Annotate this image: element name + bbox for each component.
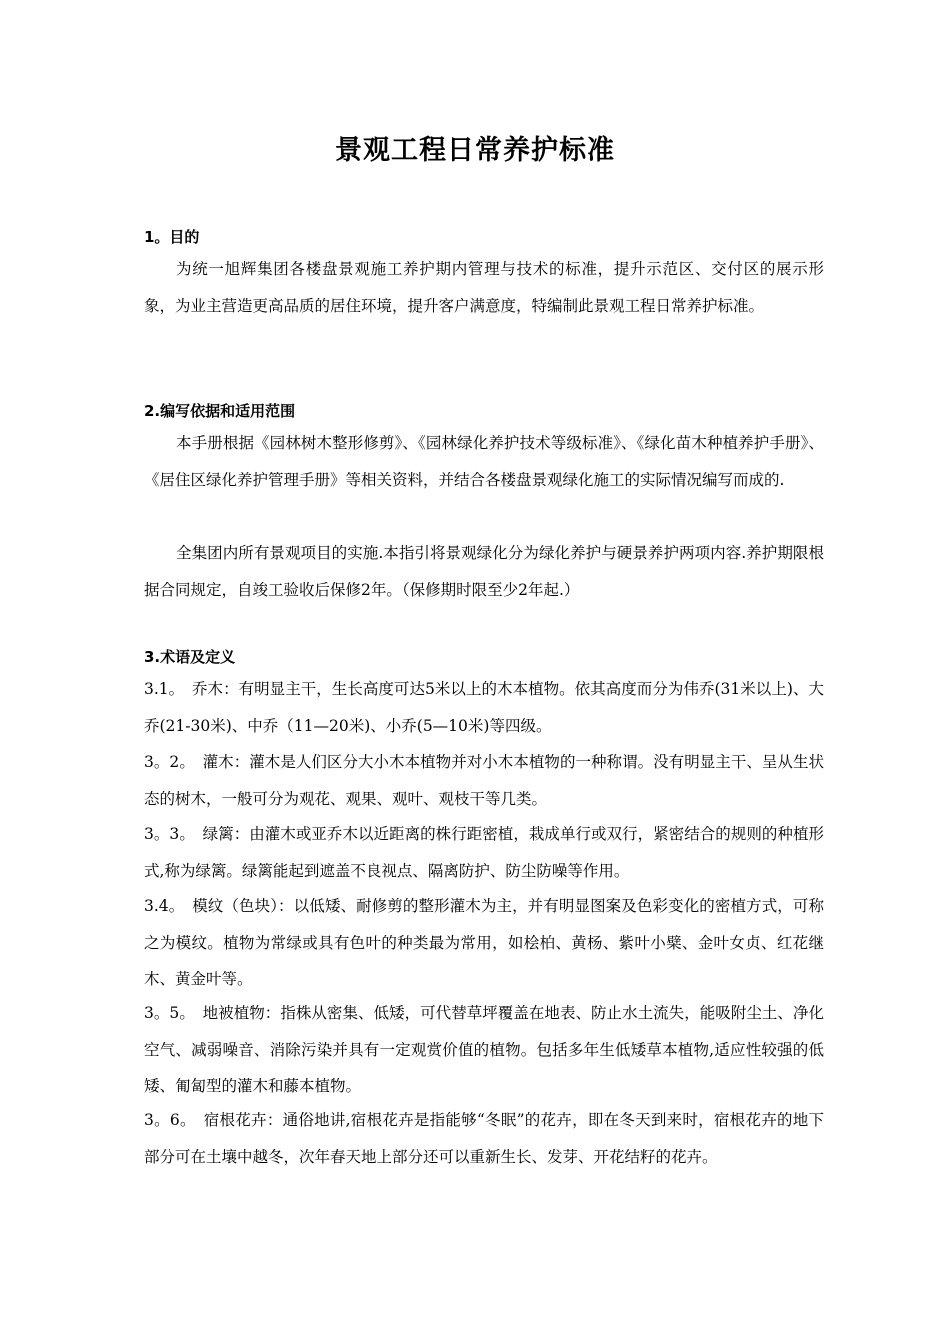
- term-definition-item: 3。3。 绿篱：由灌木或亚乔木以近距离的株行距密植，栽成单行或双行，紧密结合的规则的种植形式,称为绿篱。绿篱能起到遮盖不良视点、隔离防护、防尘防噪等作用。: [144, 825, 824, 880]
- section-paragraph: 本手册根据《园林树木整形修剪》、《园林绿化养护技术等级标准》、《绿化苗木种植养护手册》、《居住区绿化养护管理手册》等相关资料，并结合各楼盘景观绿化施工的实际情况编写而成的.: [144, 434, 824, 489]
- term-definition-item: 3.4。 模纹（色块）：以低矮、耐修剪的整形灌木为主，并有明显图案及色彩变化的密植方式，可称之为模纹。植物为常绿或具有色叶的种类最为常用，如桧柏、黄杨、紫叶小檗、金叶女贞、红花继木、黄金叶等。: [144, 897, 824, 988]
- section-heading-terms: 3.术语及定义: [144, 648, 236, 666]
- section-paragraph: 全集团内所有景观项目的实施.本指引将景观绿化分为绿化养护与硬景养护两项内容.养护期限根据合同规定，自竣工验收后保修2年。（保修期时限至少2年起.）: [144, 544, 824, 599]
- section-heading-basis-scope: 2.编写依据和适用范围: [144, 402, 296, 420]
- document-title: 景观工程日常养护标准: [335, 135, 615, 166]
- term-definition-item: 3。5。 地被植物：指株从密集、低矮，可代替草坪覆盖在地表、防止水土流失，能吸附尘土、净化空气、减弱噪音、消除污染并具有一定观赏价值的植物。包括多年生低矮草本植物,适应性较强的低矮、匍匐型的灌木和藤本植物。: [144, 1004, 824, 1095]
- section-heading-purpose: 1。目的: [144, 228, 200, 246]
- section-paragraph: 为统一旭辉集团各楼盘景观施工养护期内管理与技术的标准，提升示范区、交付区的展示形象，为业主营造更高品质的居住环境，提升客户满意度，特编制此景观工程日常养护标准。: [144, 260, 824, 315]
- term-definition-item: 3。2。 灌木：灌木是人们区分大小木本植物并对小木本植物的一种称谓。没有明显主干、呈从生状态的树木，一般可分为观花、观果、观叶、观枝干等几类。: [144, 753, 824, 808]
- term-definition-item: 3.1。 乔木：有明显主干，生长高度可达5米以上的木本植物。依其高度而分为伟乔(31米以上)、大乔(21-30米)、中乔（11—20米)、小乔(5—10米)等四级。: [144, 680, 824, 735]
- term-definition-item: 3。6。 宿根花卉：通俗地讲,宿根花卉是指能够“冬眠”的花卉，即在冬天到来时，宿根花卉的地下部分可在土壤中越冬，次年春天地上部分还可以重新生长、发芽、开花结籽的花卉。: [144, 1111, 824, 1166]
